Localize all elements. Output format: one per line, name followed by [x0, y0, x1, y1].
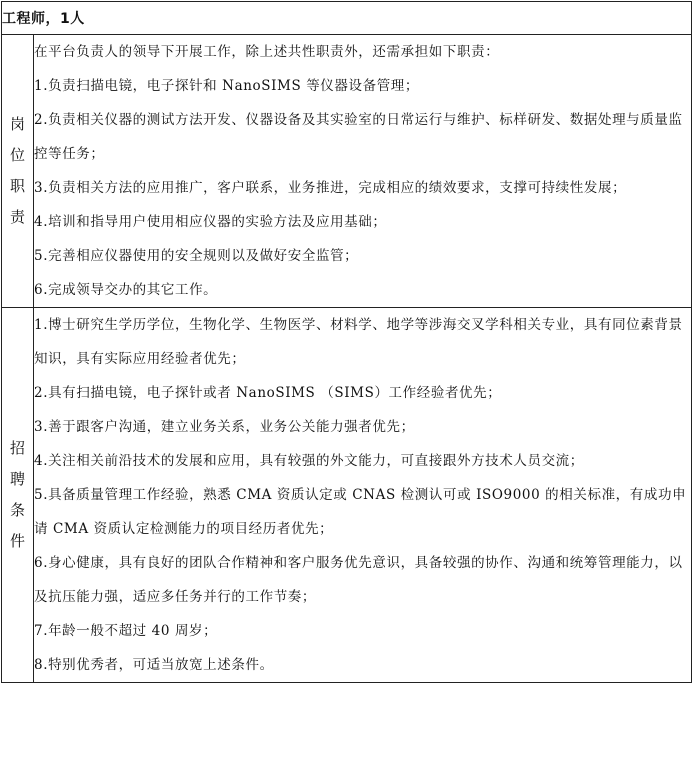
duties-content: [34, 35, 692, 308]
requirements-label-cell: [2, 308, 34, 683]
requirement-item: 6.身心健康，具有良好的团队合作精神和客户服务优先意识，具备较强的协作、沟通和统筹管理能力，以及抗压能力强，适应多任务并行的工作节奏；: [34, 555, 683, 605]
position-title: 工程师，1人: [2, 2, 692, 35]
requirement-item: 7.年龄一般不超过 40 周岁；: [34, 623, 218, 639]
duty-item: 4.培训和指导用户使用相应仪器的实验方法及应用基础；: [34, 214, 387, 230]
duty-item: 1.负责扫描电镜，电子探针和 NanoSIMS 等仪器设备管理；: [34, 78, 419, 94]
duties-label: 岗位职责: [9, 115, 25, 226]
requirements-row: [2, 308, 692, 683]
title-row: [2, 2, 692, 35]
requirement-item: 8.特别优秀者，可适当放宽上述条件。: [34, 657, 274, 673]
duty-item: 6.完成领导交办的其它工作。: [34, 282, 218, 298]
requirements-content: [34, 308, 692, 683]
job-description-table: [1, 1, 692, 683]
duty-item: 2.负责相关仪器的测试方法开发、仪器设备及其实验室的日常运行与维护、标样研发、数据处理与质量监控等任务；: [34, 112, 683, 162]
duty-item: 5.完善相应仪器使用的安全规则以及做好安全监管；: [34, 248, 359, 264]
requirement-item: 4.关注相关前沿技术的发展和应用，具有较强的外文能力，可直接跟外方技术人员交流；: [34, 453, 584, 469]
duties-row: [2, 35, 692, 308]
requirement-item: 2.具有扫描电镜，电子探针或者 NanoSIMS （SIMS）工作经验者优先；: [34, 385, 502, 401]
duties-label-cell: [2, 35, 34, 308]
duties-intro: 在平台负责人的领导下开展工作，除上述共性职责外，还需承担如下职责：: [34, 44, 500, 60]
requirement-item: 3.善于跟客户沟通，建立业务关系，业务公关能力强者优先；: [34, 419, 415, 435]
requirement-item: 1.博士研究生学历学位，生物化学、生物医学、材料学、地学等涉海交叉学科相关专业，具有同位素背景知识，具有实际应用经验者优先；: [34, 317, 683, 367]
duty-item: 3.负责相关方法的应用推广，客户联系，业务推进，完成相应的绩效要求，支撑可持续性发展；: [34, 180, 627, 196]
requirements-label: 招聘条件: [9, 439, 25, 550]
requirement-item: 5.具备质量管理工作经验，熟悉 CMA 资质认定或 CNAS 检测认可或 ISO9000 的相关标准，有成功申请 CMA 资质认定检测能力的项目经历者优先；: [34, 487, 687, 537]
